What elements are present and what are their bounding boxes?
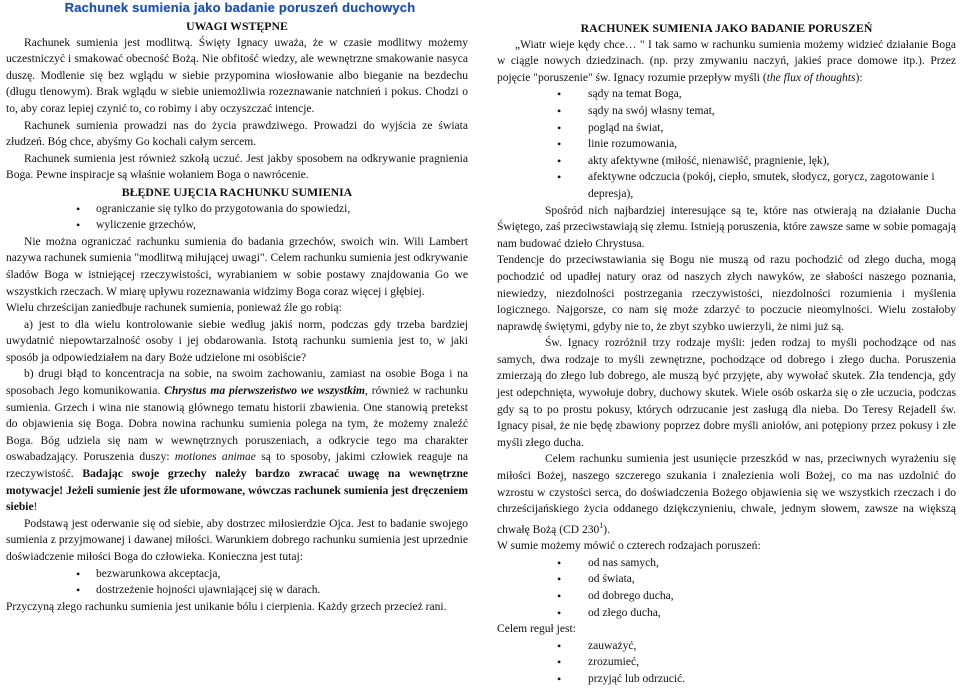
text-run: b) drugi błąd to koncentracja na sobie, na swoim zachowaniu, zamiast na osobie Boga i na sposobach Jego komunikowania. — [6, 368, 468, 398]
list-item: • pogląd na świat, — [557, 120, 956, 137]
text-run: „Wiatr wieje kędy chce… " I tak samo w rachunku sumienia możemy widzieć działanie Boga w ciągle nowych dziedzinach. (np. przy zmywaniu naczyń, jakieś prace domowe itp.). Przez pojęcie "poruszenie" św. Ignacy rozumie przepływ myśli ( — [497, 38, 956, 84]
paragraph: Nie można ograniczać rachunku sumienia do badania grzechów, swoich win. Wili Lambert nazywa rachunek sumienia "modlitwą miłującej uwagi". Celem rachunku sumienia jest odkrywanie śladów Boga w istniejącej rzeczywistości, wyrabianiem w sobie postawy znajdowania Go we wszystkich rzeczach. W miarę upływu rozeznawania widzimy Boga coraz więcej i głębiej. — [6, 235, 468, 298]
list-item: • akty afektywne (miłość, nienawiść, pragnienie, lęk), — [557, 153, 956, 170]
text-run: są to sposoby, jakimi człowiek reaguje na rzeczywistość. — [6, 451, 469, 481]
list-item: • sądy na temat Boga, — [557, 86, 956, 103]
text-run: Celem rachunku sumienia jest usunięcie przeszkód w nas, przeciwnych wyrażeniu się miłości Bożej, naszego szczerego szukania i znalezienia woli Bożej, co ma nas uzdolnić do wzrostu w czystości serca, do doświadczenia Bożego objawienia się we wszystkich rzeczach i do chrześcijańskiego życia oddanego dziękczynieniu, chwale, jednym słowem, zawsze na większą chwałę Bożą (CD 230 — [497, 453, 956, 536]
list-item: • afektywne odczucia (pokój, ciepło, smutek, słodycz, gorycz, zagotowanie i depresja), — [557, 169, 956, 202]
emphasis-text: Chrystus ma pierwszeństwo we wszystkim — [164, 385, 366, 398]
list-item: • wyliczenie grzechów, — [76, 217, 468, 234]
list-item: • sądy na swój własny temat, — [557, 103, 956, 120]
bold-text: Badając swoje grzechy należy bardzo zwracać uwagę na wewnętrzne motywacje! Jeżeli sumienie jest źle uformowane, wówczas rachunek sumienia jest dręczeniem siebie — [6, 468, 468, 514]
section-heading-intro: UWAGI WSTĘPNE — [186, 19, 288, 33]
paragraph: Rachunek sumienia jest modlitwą. Święty Ignacy uważa, że w czasie modlitwy możemy uczestniczyć i smakować obecność Bożą. Nie obfitość wiedzy, ale wewnętrzne smakowanie nasyca duszę. Modlenie się bez wglądu w siebie przypomina wiosłowanie albo bieganie na bezdechu (długu tlenowym). Brak wglądu w siebie uniemożliwia rozeznawanie natchnień i pokus. Chodzi o to, aby coraz lepiej czynić to, co robimy i aby oczyszczać intencje. — [6, 36, 468, 115]
list-item: • od nas samych, — [557, 555, 956, 572]
footnote-ref: 1 — [599, 520, 604, 530]
list-item: • ograniczanie się tylko do przygotowania do spowiedzi, — [76, 201, 468, 218]
paragraph: Przyczyną złego rachunku sumienia jest unikanie bólu i cierpienia. Każdy grzech przecież rani. — [6, 600, 447, 613]
italic-term: motiones animae — [174, 451, 256, 464]
list-item: • przyjąć lub odrzucić. — [557, 671, 956, 688]
list-item: • zrozumieć, — [557, 654, 956, 671]
paragraph: Wielu chrześcijan zaniedbuje rachunek sumienia, ponieważ źle go robią: — [6, 302, 342, 315]
paragraph: Podstawą jest oderwanie się od siebie, aby dostrzec miłosierdzie Ojca. Jest to badanie swojego sumienia z przyjmowanej i dawanej miłości. Warunkiem dobrego rachunku sumienia jest uprzednie doświadczenie miłości Boga do człowieka. Konieczna jest tutaj: — [6, 517, 468, 563]
paragraph: Rachunek sumienia prowadzi nas do życia prawdziwego. Prowadzi do wyjścia ze świata złudzeń. Bóg chce, abyśmy Go kochali całym sercem. — [6, 119, 468, 149]
paragraph — [497, 37, 956, 87]
right-column — [497, 20, 956, 688]
flux-list — [497, 86, 956, 202]
paragraph: Celem reguł jest: — [497, 623, 576, 636]
paragraph — [6, 366, 468, 515]
list-item: • zauważyć, — [557, 638, 956, 655]
list-item: • od świata, — [557, 571, 956, 588]
text-run: ). — [603, 523, 611, 536]
section-heading-errors: BŁĘDNE UJĘCIA RACHUNKU SUMIENIA — [121, 184, 353, 199]
paragraph: a) jest to dla wielu kontrolowanie siebie według jakiś norm, podczas gdy trzeba bardziej uwydatnić niepowtarzalność osoby i jej obdarowania. Istotą rachunku sumienia jest to, w jaki sposób ja odpowiedziałem na dary Boże udzielone mi osobiście? — [6, 318, 468, 364]
paragraph: W sumie możemy mówić o czterech rodzajach poruszeń: — [497, 540, 761, 553]
errors-list — [6, 201, 468, 234]
list-item: • dostrzeżenie hojności ujawniającej się w darach. — [76, 582, 468, 599]
list-item: • od złego ducha, — [557, 605, 956, 622]
paragraph: Spośród nich najbardziej interesujące są te, które nas otwierają na działanie Ducha Świętego, zaś przeciwstawiają się złemu. Istnieją poruszenia, które zawsze same w sobie pomagają nam budować dzieło Chrystusa. — [497, 204, 956, 250]
needs-list — [6, 566, 468, 599]
section-heading-movements: RACHUNEK SUMIENIA JAKO BADANIE PORUSZEŃ — [580, 21, 873, 35]
text-run: , również w rachunku sumienia. Grzech i wina nie stanowią głównego tematu historii zbawienia. One stanowią pretekst do objawienia się Boga. Dobra nowina rachunku sumienia polega na tym, że możemy znaleźć Boga. Bóg udziela się nam w wewnętrznych poruszeniach, a odkrycie tego ma charakter oswabadzający. Poruszenia duszy: — [6, 385, 468, 464]
list-item: • od dobrego ducha, — [557, 588, 956, 605]
page-banner-title: Rachunek sumienia jako badanie poruszeń duchowych — [64, 0, 416, 15]
italic-term: the flux of thoughts — [766, 71, 856, 84]
text-run: ! — [33, 501, 38, 514]
kinds-list — [497, 555, 956, 621]
list-item: • linie rozumowania, — [557, 136, 956, 153]
paragraph: Tendencje do przeciwstawiania się Bogu nie muszą od razu pochodzić od złego ducha, mogą pochodzić od upadłej natury oraz od naszych złych nawyków, ze słabości naszego poznania, niewiedzy, niezdolności postrzegania rzeczywistości, niezdolności rozumienia i myślenia logicznego. Najgorsze, co nam się może zdarzyć to poczucie nieomylności. Wielu zostałoby naprawdę świętymi, gdyby nie to, że zbyt szybko uwierzyli, że nimi już są. — [497, 254, 956, 333]
paragraph — [497, 451, 956, 538]
text-run: ): — [855, 71, 863, 84]
paragraph: Rachunek sumienia jest również szkołą uczuć. Jest jakby sposobem na odkrywanie pragnienia Boga. Pewne inspiracje są właśnie wołaniem Boga o nawrócenie. — [6, 152, 468, 182]
goals-list — [497, 638, 956, 688]
paragraph: Św. Ignacy rozróżnił trzy rodzaje myśli: jeden rodzaj to myśli pochodzące od nas samych, dwa rodzaje to myśli zewnętrzne, pochodzące od dobrego i złego ducha. Poruszenia zmierzają do złego lub dobrego, ale muszą być przyjęte, aby wywołać skutek. Zła tendencja, gdy jest odepchnięta, wywołuje dobry, duchowy skutek. Wiele osób oskarża się o złe uczucia, podczas gdy są to po prostu pokusy, których odrzucanie jest zasługą dla nieba. Do Teresy Rejadell św. Ignacy pisał, że nie będę zbawiony poprzez dobre myśli aniołów, ani potępiony przez pokusy i złe myśli złego ducha. — [497, 337, 956, 449]
list-item: • bezwarunkowa akceptacja, — [76, 566, 468, 583]
left-column — [6, 18, 468, 615]
